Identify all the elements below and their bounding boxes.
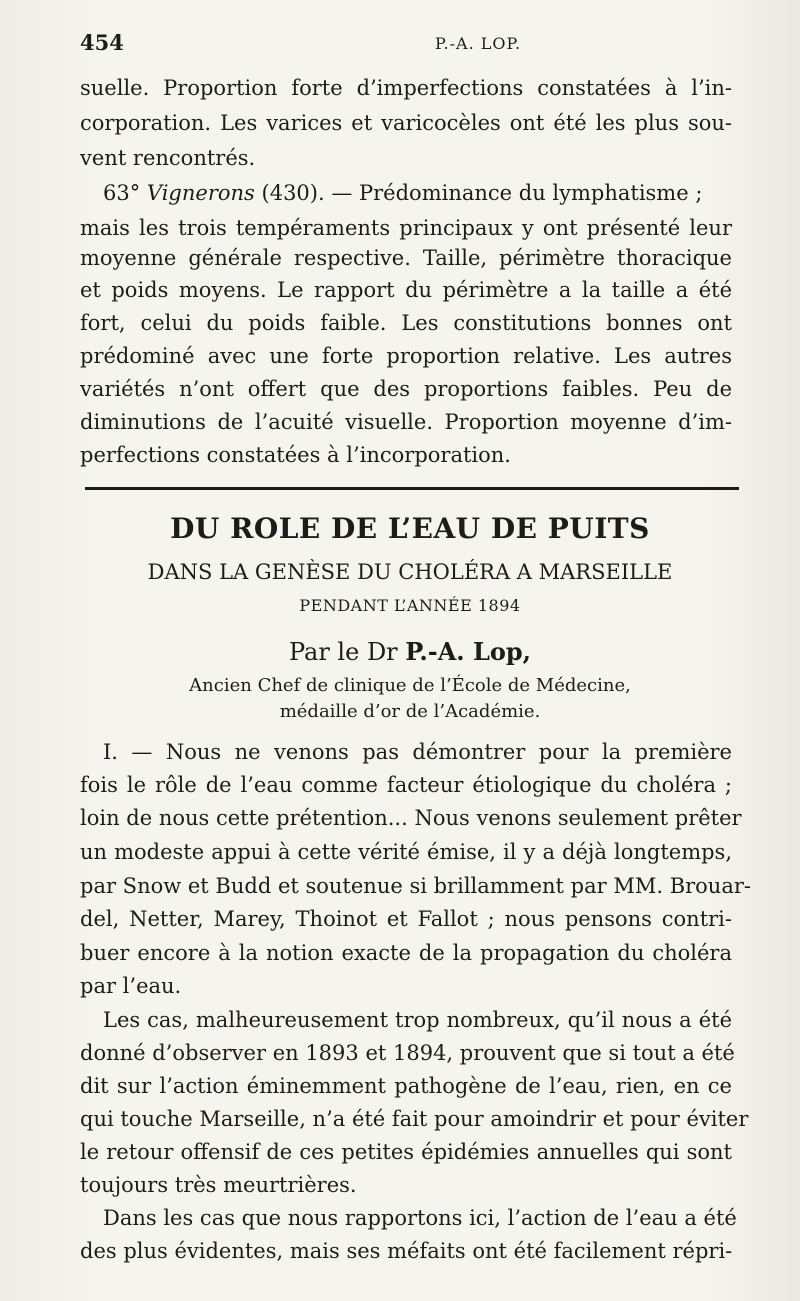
article-subtitle-year: PENDANT L’ANNÉE 1894 (299, 596, 521, 615)
text-line: par Snow et Budd et soutenue si brillamment par MM. Brouar- (80, 874, 751, 898)
text-line: moyenne générale respective. Taille, périmètre thoracique (80, 246, 732, 270)
text-line: Les cas, malheureusement trop nombreux, qu’il nous a été (103, 1008, 732, 1032)
text-line: toujours très meurtrières. (80, 1173, 357, 1197)
text-line: Dans les cas que nous rapportons ici, l’action de l’eau a été (103, 1206, 737, 1230)
text-line: fort, celui du poids faible. Les constitutions bonnes ont (80, 311, 732, 335)
text-line: donné d’observer en 1893 et 1894, prouvent que si tout a été (80, 1041, 735, 1065)
page-header (80, 30, 740, 62)
article-subtitle: DANS LA GENÈSE DU CHOLÉRA A MARSEILLE (147, 560, 673, 584)
entry-title: Vignerons (146, 181, 255, 205)
text-line: dit sur l’action éminemment pathogène de l’eau, rien, en ce (80, 1074, 732, 1098)
entry-heading-line (103, 183, 732, 204)
text-line: perfections constatées à l’incorporation. (80, 443, 511, 467)
author-affiliation: Ancien Chef de clinique de l’École de Médecine, (189, 675, 631, 696)
text-line: prédominé avec une forte proportion relative. Les autres (80, 344, 732, 368)
entry-number: 63° (103, 181, 141, 205)
text-line: un modeste appui à cette vérité émise, il y a déjà longtemps, (80, 840, 732, 864)
article-title: DU ROLE DE L’EAU DE PUITS (170, 512, 650, 545)
text-line: loin de nous cette prétention... Nous venons seulement prêter (80, 806, 742, 830)
running-head: P.-A. LOP. (435, 34, 522, 53)
section-divider (85, 487, 739, 490)
text-line: buer encore à la notion exacte de la propagation du choléra (80, 941, 732, 965)
author-prefix: Par le Dr (288, 638, 398, 666)
text-line: fois le rôle de l’eau comme facteur étiologique du choléra ; (80, 773, 732, 797)
entry-rest: (430). — Prédominance du lymphatisme ; (261, 181, 703, 205)
page-number: 454 (80, 30, 124, 55)
text-line: diminutions de l’acuité visuelle. Proportion moyenne d’im- (80, 410, 732, 434)
text-line: qui touche Marseille, n’a été fait pour amoindrir et pour éviter (80, 1107, 749, 1131)
text-line: et poids moyens. Le rapport du périmètre a la taille a été (80, 278, 732, 302)
author-award: médaille d’or de l’Académie. (279, 701, 541, 722)
text-line: par l’eau. (80, 974, 182, 998)
text-line: suelle. Proportion forte d’imperfections constatées à l’in- (80, 76, 732, 100)
author-line (80, 637, 740, 666)
text-line: variétés n’ont offert que des proportions faibles. Peu de (80, 377, 732, 401)
text-line: corporation. Les varices et varicocèles ont été les plus sou- (80, 111, 732, 135)
author-name: P.-A. Lop, (405, 637, 532, 666)
text-line: le retour offensif de ces petites épidémies annuelles qui sont (80, 1140, 732, 1164)
text-line: I. — Nous ne venons pas démontrer pour la première (103, 740, 732, 764)
text-line: vent rencontrés. (80, 146, 256, 170)
text-line: mais les trois tempéraments principaux y ont présenté leur (80, 216, 732, 240)
text-line: del, Netter, Marey, Thoinot et Fallot ; nous pensons contri- (80, 907, 732, 931)
text-line: des plus évidentes, mais ses méfaits ont été facilement répri- (80, 1239, 733, 1263)
